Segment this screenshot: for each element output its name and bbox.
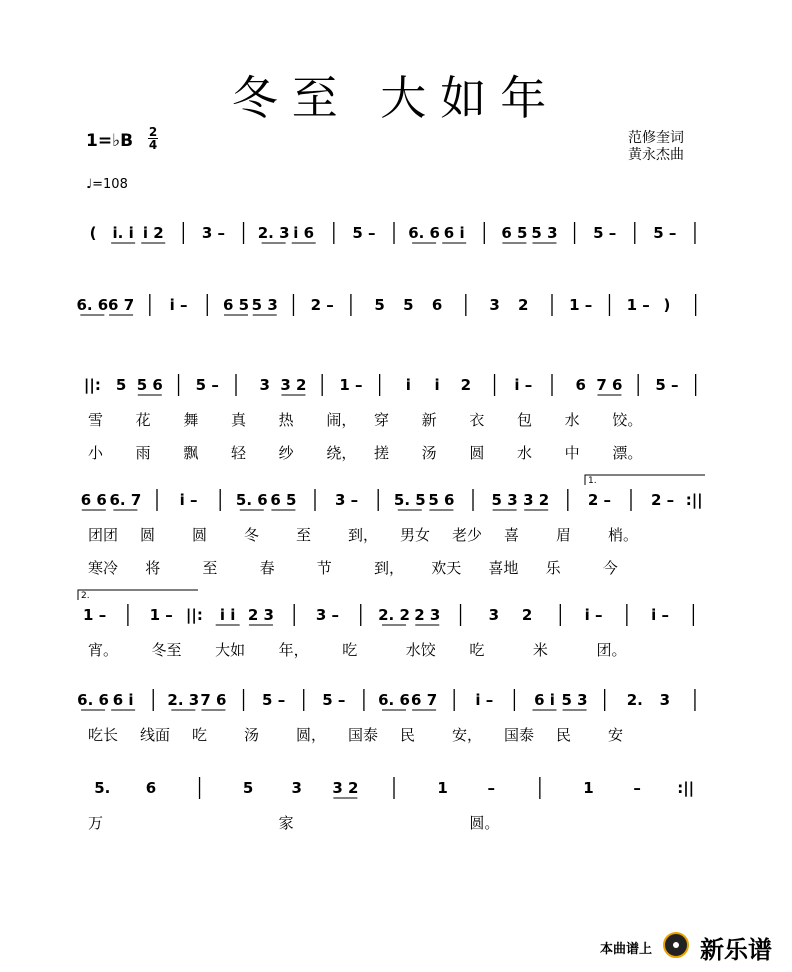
note-group: 6. 6 xyxy=(77,691,109,709)
lyric-syllable: 小 xyxy=(88,444,104,462)
note-group: 5 3 xyxy=(251,296,278,314)
lyric-syllable: 穿 xyxy=(374,411,390,429)
note-group: 3 – xyxy=(315,606,340,624)
composer-credit: 黄永杰曲 xyxy=(628,147,684,163)
note-group: 1 xyxy=(583,779,594,797)
lyric-syllable: 冬至 xyxy=(151,641,182,659)
lyric-syllable: 雪 xyxy=(88,411,104,429)
page-title: 冬至 大如年 xyxy=(231,71,561,125)
note-group: 6 7 xyxy=(108,296,135,314)
note-group: 5 – xyxy=(352,224,376,242)
note-group: 2 – xyxy=(651,491,675,509)
note-group: i – xyxy=(179,491,198,509)
note-group: 6 5 xyxy=(270,491,297,509)
lyric-syllable: 冬 xyxy=(244,526,260,544)
lyric-syllable: 至 xyxy=(202,559,218,577)
note-group: 6 xyxy=(431,296,443,314)
note-group: 5 – xyxy=(653,224,677,242)
lyric-syllable: 圆。 xyxy=(469,814,500,832)
lyric-syllable: 中 xyxy=(564,444,580,462)
lyric-syllable: 今 xyxy=(602,559,618,577)
volta-label: 1. xyxy=(588,476,597,486)
lyric-syllable: 花 xyxy=(135,411,151,429)
lyric-syllable: 民 xyxy=(556,726,572,744)
note-group: 1 – xyxy=(626,296,650,314)
note-group: 6 5 xyxy=(222,296,250,314)
note-group: 3 2 xyxy=(523,491,550,509)
note-group: 2 xyxy=(521,606,533,624)
lyric-syllable: 包 xyxy=(517,411,533,429)
lyric-syllable: 国泰 xyxy=(504,726,535,744)
lyric-syllable: 吃 xyxy=(192,726,208,744)
note-group: i. i xyxy=(112,224,134,242)
note-group: i i xyxy=(219,606,236,624)
lyric-syllable: 新 xyxy=(421,411,437,429)
lyric-syllable: 饺。 xyxy=(612,411,643,429)
lyric-syllable: 寒冷 xyxy=(88,559,119,577)
lyric-syllable: 飘 xyxy=(183,444,199,462)
note-group: 5 3 xyxy=(561,691,588,709)
note-group: 3 2 xyxy=(280,376,307,394)
note-group: 7 6 xyxy=(596,376,623,394)
note-group: ( xyxy=(89,224,97,242)
lyric-syllable: 乐 xyxy=(545,559,561,577)
note-group: 6 i xyxy=(112,691,134,709)
footer-text: 本曲谱上 xyxy=(600,942,653,957)
lyric-syllable: 欢天 xyxy=(431,559,462,577)
volta-bracket xyxy=(585,475,705,485)
note-group: 2 3 xyxy=(414,606,441,624)
repeat-sign: :|| xyxy=(685,491,703,509)
note-group: 6 xyxy=(575,376,586,394)
lyric-syllable: 汤 xyxy=(421,444,437,462)
note-group: 1 xyxy=(437,779,448,797)
lyric-syllable: 至 xyxy=(296,526,312,544)
lyric-syllable: 国泰 xyxy=(348,726,379,744)
lyric-syllable: 家 xyxy=(278,814,294,832)
note-group: i – xyxy=(475,691,494,709)
note-group: 5 3 xyxy=(531,224,558,242)
lyric-syllable: 线面 xyxy=(140,726,171,744)
note-group: 6. 6 xyxy=(378,691,410,709)
note-group: 6 i xyxy=(443,224,465,242)
lyric-syllable: 眉 xyxy=(556,526,572,544)
lyric-syllable: 圆 xyxy=(469,444,485,462)
note-group: 2 xyxy=(518,296,529,314)
brand-logo-text: 新乐谱 xyxy=(700,936,772,964)
lyric-syllable: 漂。 xyxy=(612,444,643,462)
time-signature-bottom: 4 xyxy=(148,138,158,152)
lyric-syllable: 吃 xyxy=(469,641,485,659)
lyric-syllable: 梢。 xyxy=(608,526,639,544)
lyric-syllable: 真 xyxy=(231,411,247,429)
lyric-syllable: 团。 xyxy=(596,641,627,659)
lyric-syllable: 汤 xyxy=(244,726,260,744)
lyric-syllable: 水 xyxy=(517,444,533,462)
lyric-syllable: 年， xyxy=(278,641,309,659)
note-group: 3 xyxy=(659,691,671,709)
note-group: 1 – xyxy=(339,376,363,394)
lyric-syllable: 轻 xyxy=(231,444,247,462)
lyric-syllable: 民 xyxy=(400,726,416,744)
lyric-syllable: 圆， xyxy=(296,726,327,744)
note-group: i – xyxy=(514,376,533,394)
note-group: 1 – xyxy=(83,606,107,624)
note-group: 5 xyxy=(115,376,127,394)
vinyl-record-icon xyxy=(663,932,689,958)
volta-label: 2. xyxy=(81,591,90,601)
lyric-syllable: 搓 xyxy=(374,444,390,462)
lyric-syllable: 圆 xyxy=(140,526,156,544)
note-group: ) xyxy=(663,296,671,314)
lyric-syllable: 老少 xyxy=(452,526,483,544)
note-group: 2 xyxy=(460,376,472,394)
lyric-syllable: 到， xyxy=(374,559,405,577)
repeat-sign: :|| xyxy=(677,779,695,797)
key-signature: 1=♭B xyxy=(86,131,134,151)
note-group: 5 xyxy=(403,296,414,314)
note-group: 6 xyxy=(145,779,157,797)
note-group: 5. xyxy=(94,779,111,797)
lyric-syllable: 将 xyxy=(145,559,161,577)
note-group: 2 – xyxy=(310,296,334,314)
lyric-syllable: 圆 xyxy=(192,526,208,544)
note-group: 3 xyxy=(488,606,500,624)
note-group: – xyxy=(633,779,641,797)
note-group: 2 3 xyxy=(247,606,275,624)
lyricist-credit: 范修奎词 xyxy=(628,130,684,146)
note-group: 2. 3 xyxy=(167,691,200,709)
note-group: 6. 6 xyxy=(76,296,109,314)
lyric-syllable: 水 xyxy=(564,411,580,429)
note-group: 5 xyxy=(242,779,254,797)
lyric-syllable: 衣 xyxy=(469,411,485,429)
tempo-mark: ♩=108 xyxy=(86,177,128,192)
note-group: 1 – xyxy=(149,606,173,624)
lyric-syllable: 水饺 xyxy=(405,641,436,659)
note-group: 3 xyxy=(259,376,270,394)
repeat-sign: ||: xyxy=(185,606,203,624)
lyric-syllable: 到， xyxy=(348,526,379,544)
lyric-syllable: 团团 xyxy=(88,526,119,544)
repeat-sign: ||: xyxy=(83,376,101,394)
lyric-syllable: 吃长 xyxy=(88,726,119,744)
note-group: i – xyxy=(584,606,603,624)
note-group: 5 xyxy=(374,296,385,314)
lyric-syllable: 舞 xyxy=(183,411,199,429)
lyric-syllable: 米 xyxy=(532,641,548,659)
note-group: 6. 7 xyxy=(109,491,142,509)
time-signature-top: 2 xyxy=(148,125,158,139)
volta-bracket xyxy=(78,590,198,600)
lyric-syllable: 万 xyxy=(88,814,104,832)
lyric-syllable: 喜 xyxy=(504,526,520,544)
note-group: 2. 2 xyxy=(378,606,410,624)
lyric-syllable: 热 xyxy=(278,411,294,429)
note-group: 2. xyxy=(626,691,643,709)
note-group: 6 7 xyxy=(411,691,438,709)
note-group: 5 – xyxy=(655,376,679,394)
lyric-syllable: 吃 xyxy=(342,641,358,659)
note-group: 3 2 xyxy=(332,779,359,797)
note-group: 6. 6 xyxy=(408,224,440,242)
lyric-syllable: 绕， xyxy=(326,444,357,462)
lyric-syllable: 纱 xyxy=(278,444,294,462)
note-group: 7 6 xyxy=(200,691,227,709)
note-group: 6 5 xyxy=(501,224,528,242)
lyric-syllable: 安 xyxy=(608,726,624,744)
lyric-syllable: 宵。 xyxy=(88,641,119,659)
lyric-syllable: 春 xyxy=(259,559,275,577)
lyric-syllable: 闹， xyxy=(326,411,357,429)
note-group: 6 6 xyxy=(80,491,107,509)
note-group: 3 – xyxy=(335,491,359,509)
note-group: 6 i xyxy=(534,691,555,709)
note-group: i xyxy=(405,376,411,394)
note-group: 2 – xyxy=(587,491,611,509)
lyric-syllable: 大如 xyxy=(215,641,246,659)
note-group: 5. 5 xyxy=(393,491,426,509)
note-group: 3 xyxy=(291,779,302,797)
note-group: 5 – xyxy=(593,224,617,242)
note-group: i 2 xyxy=(142,224,164,242)
note-group: i xyxy=(434,376,440,394)
note-group: i – xyxy=(169,296,188,314)
note-group: i – xyxy=(651,606,670,624)
note-group: 3 – xyxy=(201,224,226,242)
note-group: 5. 6 xyxy=(235,491,268,509)
note-group: 3 xyxy=(489,296,500,314)
note-group: 5 6 xyxy=(428,491,455,509)
lyric-syllable: 安， xyxy=(452,726,483,744)
note-group: 5 – xyxy=(322,691,346,709)
note-group: 5 – xyxy=(262,691,286,709)
note-group: 5 – xyxy=(195,376,219,394)
note-group: 1 – xyxy=(569,296,593,314)
lyric-syllable: 喜地 xyxy=(488,559,519,577)
lyric-syllable: 雨 xyxy=(135,444,151,462)
note-group: i 6 xyxy=(293,224,315,242)
note-group: 2. 3 xyxy=(257,224,290,242)
lyric-syllable: 男女 xyxy=(400,526,431,544)
lyric-syllable: 节 xyxy=(316,559,332,577)
note-group: 5 3 xyxy=(491,491,518,509)
note-group: 5 6 xyxy=(136,376,163,394)
note-group: – xyxy=(487,779,495,797)
